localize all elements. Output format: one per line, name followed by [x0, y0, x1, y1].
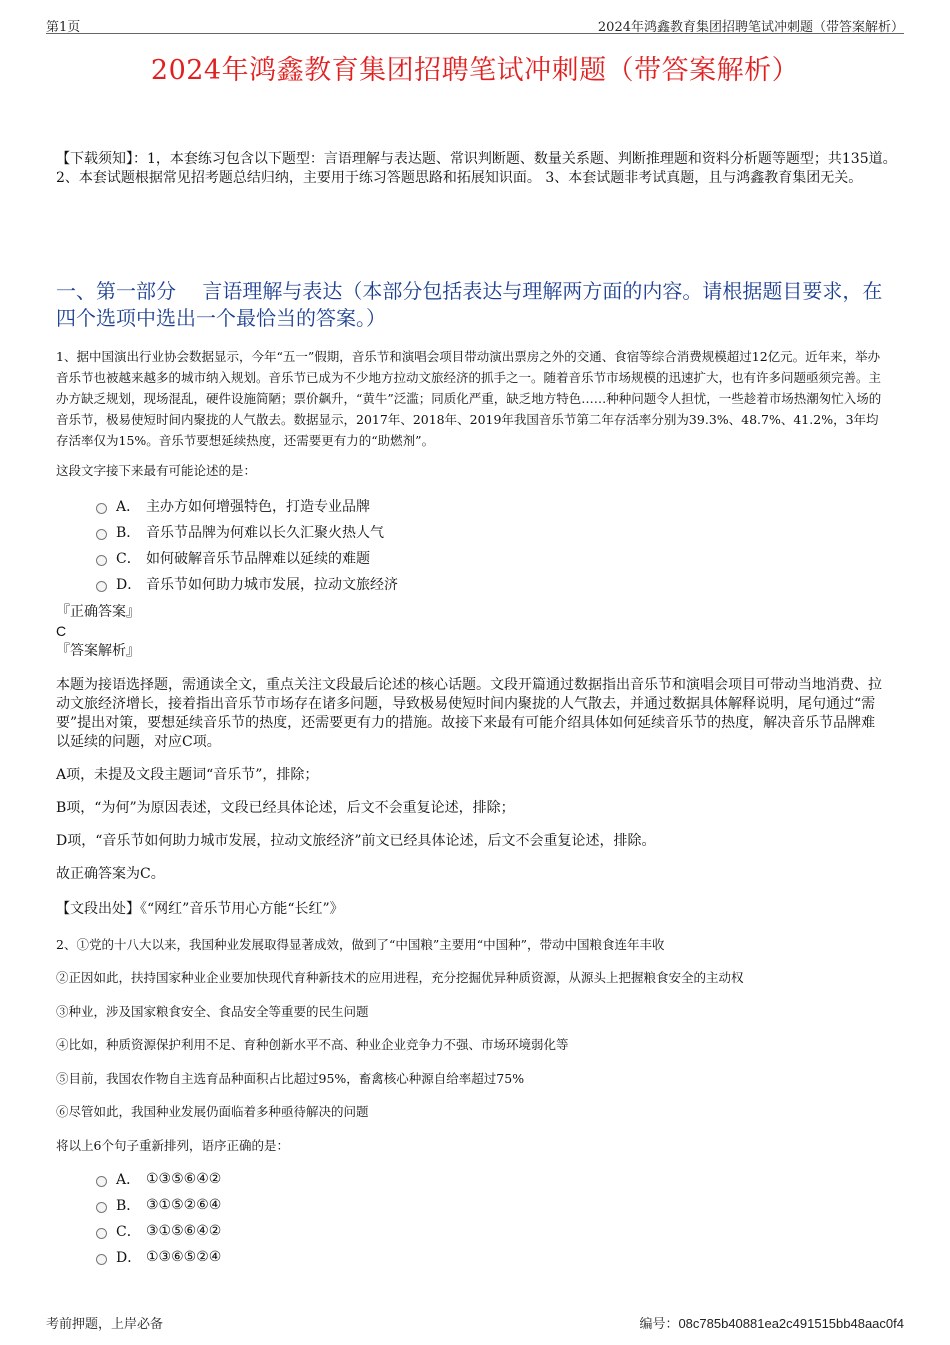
- radio-icon[interactable]: [96, 1176, 107, 1187]
- answer-label: 『正确答案』: [56, 604, 140, 620]
- q1-question: 这段文字接下来最有可能论述的是：: [56, 463, 257, 478]
- q1-option-b[interactable]: B． 音乐节品牌为何难以长久汇聚火热人气: [96, 523, 384, 541]
- q2-sentence-6: ⑥尽管如此，我国种业发展仍面临着多种亟待解决的问题: [56, 1104, 369, 1119]
- page-header: [46, 14, 904, 34]
- answer-value: C: [56, 623, 67, 639]
- footer-doc-id: 编号：08c785b40881ea2c491515bb48aac0f4: [639, 1316, 904, 1331]
- q2-question: 将以上6个句子重新排列，语序正确的是：: [56, 1138, 289, 1153]
- q1-option-d[interactable]: D． 音乐节如何助力城市发展，拉动文旅经济: [96, 575, 398, 593]
- q1-conclusion: 故正确答案为C。: [56, 866, 165, 882]
- header-doc-title: 2024年鸿鑫教育集团招聘笔试冲刺题（带答案解析）: [597, 20, 904, 35]
- analysis-label: 『答案解析』: [56, 643, 140, 659]
- document-title: 2024年鸿鑫教育集团招聘笔试冲刺题（带答案解析）: [150, 55, 800, 86]
- q1-note-d: D项，“音乐节如何助力城市发展，拉动文旅经济”前文已经具体论述，后文不会重复论述，排除。: [56, 833, 656, 849]
- radio-icon[interactable]: [96, 555, 107, 566]
- footer-slogan: 考前押题，上岸必备: [46, 1317, 164, 1332]
- q2-sentence-3: ③种业，涉及国家粮食安全、食品安全等重要的民生问题: [56, 1004, 369, 1019]
- download-notice: 【下载须知】：1，本套练习包含以下题型：言语理解与表达题、常识判断题、数量关系题、判断推理题和资料分析题等题型；共135道。 2、本套试题根据常见招考题总结归纳，主要用于练习答题思路和拓展知识面。 3、本套试题非考试真题，且与鸿鑫教育集团无关。: [56, 151, 897, 186]
- radio-icon[interactable]: [96, 581, 107, 592]
- q2-sentence-4: ④比如，种质资源保护利用不足、育种创新水平不高、种业企业竞争力不强、市场环境弱化等: [56, 1037, 569, 1052]
- q1-option-c[interactable]: C． 如何破解音乐节品牌难以延续的难题: [96, 549, 370, 567]
- section-title: 一、第一部分 言语理解与表达（本部分包括表达与理解两方面的内容。请根据题目要求，在四个选项中选出一个最恰当的答案。）: [56, 279, 883, 330]
- q1-analysis: 本题为接语选择题，需通读全文，重点关注文段最后论述的核心话题。文段开篇通过数据指出音乐节和演唱会项目可带动当地消费、拉动文旅经济增长，接着指出音乐节市场存在诸多问题，导致极易使短时间内聚拢的人气散去，并通过数据具体解释说明，尾句通过“需要”提出对策，要想延续音乐节的热度，还需要更有力的措施。故接下来最有可能介绍具体如何延续音乐节的热度，解决音乐节品牌难以延续的问题，对应C项。: [56, 677, 882, 750]
- page-number: 第1页: [46, 20, 81, 35]
- q2-sentence-2: ②正因如此，扶持国家种业企业要加快现代育种新技术的应用进程，充分挖掘优异种质资源，从源头上把握粮食安全的主动权: [56, 970, 744, 985]
- q1-note-a: A项，未提及文段主题词“音乐节”，排除；: [56, 767, 319, 783]
- radio-icon[interactable]: [96, 529, 107, 540]
- q1-source: 【文段出处】《“网红”音乐节用心方能“长红”》: [56, 901, 344, 917]
- q2-option-a[interactable]: A． ①③⑤⑥④②: [96, 1170, 221, 1188]
- radio-icon[interactable]: [96, 1254, 107, 1265]
- radio-icon[interactable]: [96, 503, 107, 514]
- q2-option-d[interactable]: D． ①③⑥⑤②④: [96, 1248, 221, 1266]
- q2-option-b[interactable]: B． ③①⑤②⑥④: [96, 1196, 221, 1214]
- q1-stem: 1、据中国演出行业协会数据显示，今年“五一”假期，音乐节和演唱会项目带动演出票房之外的交通、食宿等综合消费规模超过12亿元。近年来，举办音乐节也被越来越多的城市纳入规划。音乐节已成为不少地方拉动文旅经济的抓手之一。随着音乐节市场规模的迅速扩大，也有许多问题亟须完善。主办方缺乏规划，现场混乱，硬件设施简陋；票价飙升，“黄牛”泛滥；同质化严重，缺乏地方特色……种种问题令人担忧，一些趁着市场热潮匆忙入场的音乐节，极易使短时间内聚拢的人气散去。数据显示，2017年、2018年、2019年我国音乐节第二年存活率分别为39.3%、48.7%、41.2%，3年均存活率仅为15%。音乐节要想延续热度，还需要更有力的“助燃剂”。: [56, 349, 882, 448]
- q2-sentence-5: ⑤目前，我国农作物自主选育品种面积占比超过95%，畜禽核心种源自给率超过75%: [56, 1071, 525, 1086]
- q2-option-c[interactable]: C． ③①⑤⑥④②: [96, 1222, 221, 1240]
- q1-option-a[interactable]: A． 主办方如何增强特色，打造专业品牌: [96, 497, 370, 515]
- radio-icon[interactable]: [96, 1228, 107, 1239]
- q2-sentence-1: 2、①党的十八大以来，我国种业发展取得显著成效，做到了“中国粮”主要用“中国种”，带动中国粮食连年丰收: [56, 937, 665, 952]
- radio-icon[interactable]: [96, 1202, 107, 1213]
- q1-note-b: B项，“为何”为原因表述，文段已经具体论述，后文不会重复论述，排除；: [56, 800, 515, 816]
